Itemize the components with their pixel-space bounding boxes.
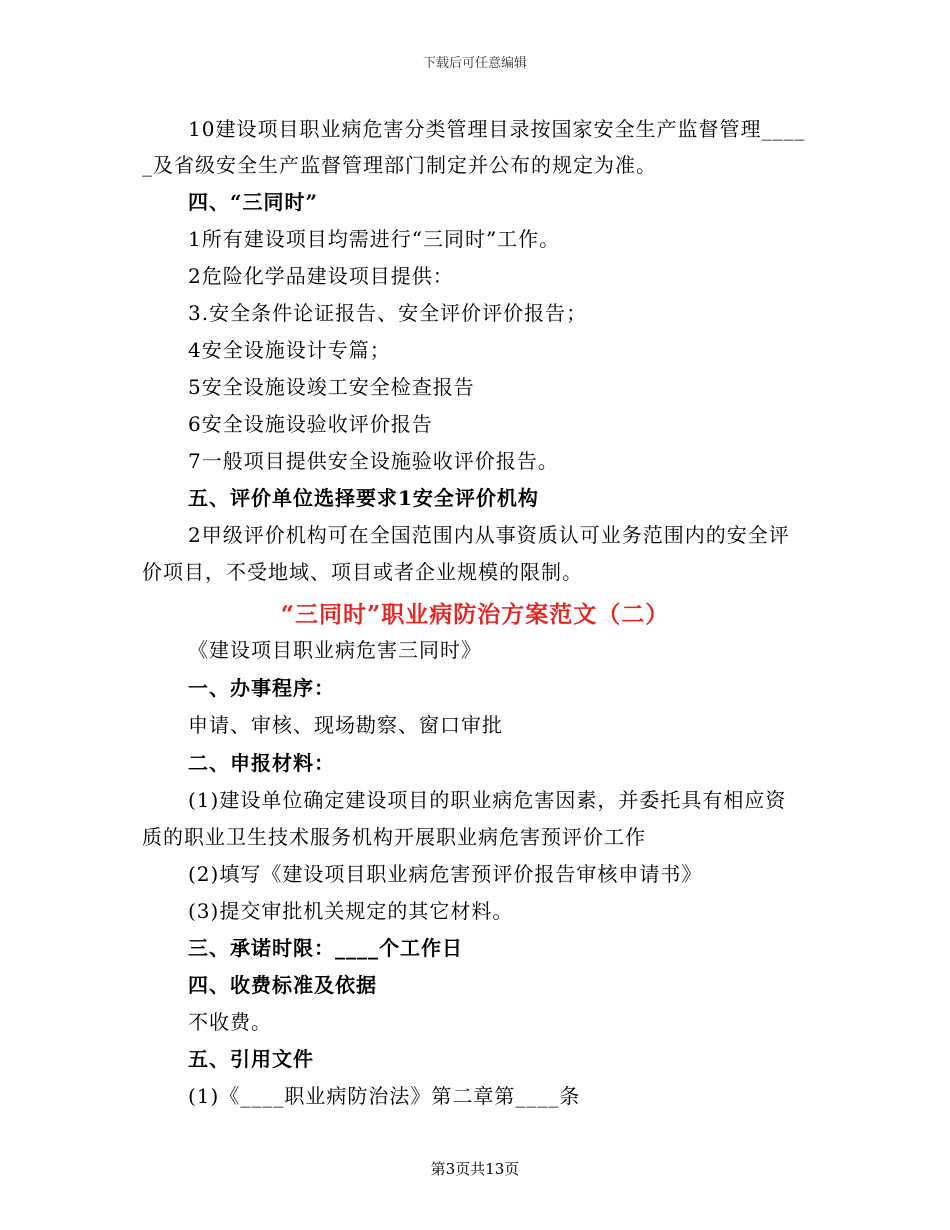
paragraph-line: 3.安全条件论证报告、安全评价评价报告；	[188, 301, 588, 325]
paragraph-line: (3)提交审批机关规定的其它材料。	[188, 899, 514, 923]
paragraph-line: 不收费。	[188, 1010, 272, 1034]
paragraph-line: 申请、审核、现场勘察、窗口审批	[188, 713, 503, 737]
page-footer: 第3页共13页	[430, 1160, 520, 1178]
section-heading: 三、承诺时限：____个工作日	[188, 936, 463, 960]
section-heading: 一、办事程序：	[188, 676, 335, 700]
paragraph-line: 1所有建设项目均需进行“三同时”工作。	[188, 227, 561, 251]
document-title: “三同时”职业病防治方案范文（二）	[280, 601, 670, 628]
paragraph-line: 价项目，不受地域、项目或者企业规模的限制。	[142, 560, 583, 584]
paragraph-line: 2危险化学品建设项目提供：	[188, 264, 454, 288]
paragraph-line: _及省级安全生产监督管理部门制定并公布的规定为准。	[142, 153, 657, 177]
paragraph-line: 4安全设施设计专篇；	[188, 338, 391, 362]
paragraph-line: 质的职业卫生技术服务机构开展职业病危害预评价工作	[142, 825, 646, 849]
paragraph-line: 5安全设施设竣工安全检查报告	[188, 375, 475, 399]
section-heading: 四、收费标准及依据	[188, 973, 377, 997]
page-header: 下载后可任意编辑	[422, 56, 527, 71]
paragraph-line: (1)《____职业病防治法》第二章第____条	[188, 1084, 581, 1108]
paragraph-line: 2甲级评价机构可在全国范围内从事资质认可业务范围内的安全评	[188, 523, 790, 547]
paragraph-line: (1)建设单位确定建设项目的职业病危害因素，并委托具有相应资	[188, 788, 787, 812]
paragraph-line: 6安全设施设验收评价报告	[188, 412, 433, 436]
paragraph-line: (2)填写《建设项目职业病危害预评价报告审核申请书》	[188, 862, 703, 886]
section-heading: 四、“三同时”	[188, 190, 319, 214]
section-heading: 二、申报材料：	[188, 751, 335, 775]
section-heading: 五、引用文件	[188, 1047, 314, 1071]
paragraph-line: 《建设项目职业病危害三同时》	[188, 638, 482, 662]
paragraph-line: 10建设项目职业病危害分类管理目录按国家安全生产监督管理____	[188, 117, 806, 141]
paragraph-line: 7一般项目提供安全设施验收评价报告。	[188, 449, 559, 473]
section-heading: 五、评价单位选择要求1安全评价机构	[188, 486, 539, 510]
